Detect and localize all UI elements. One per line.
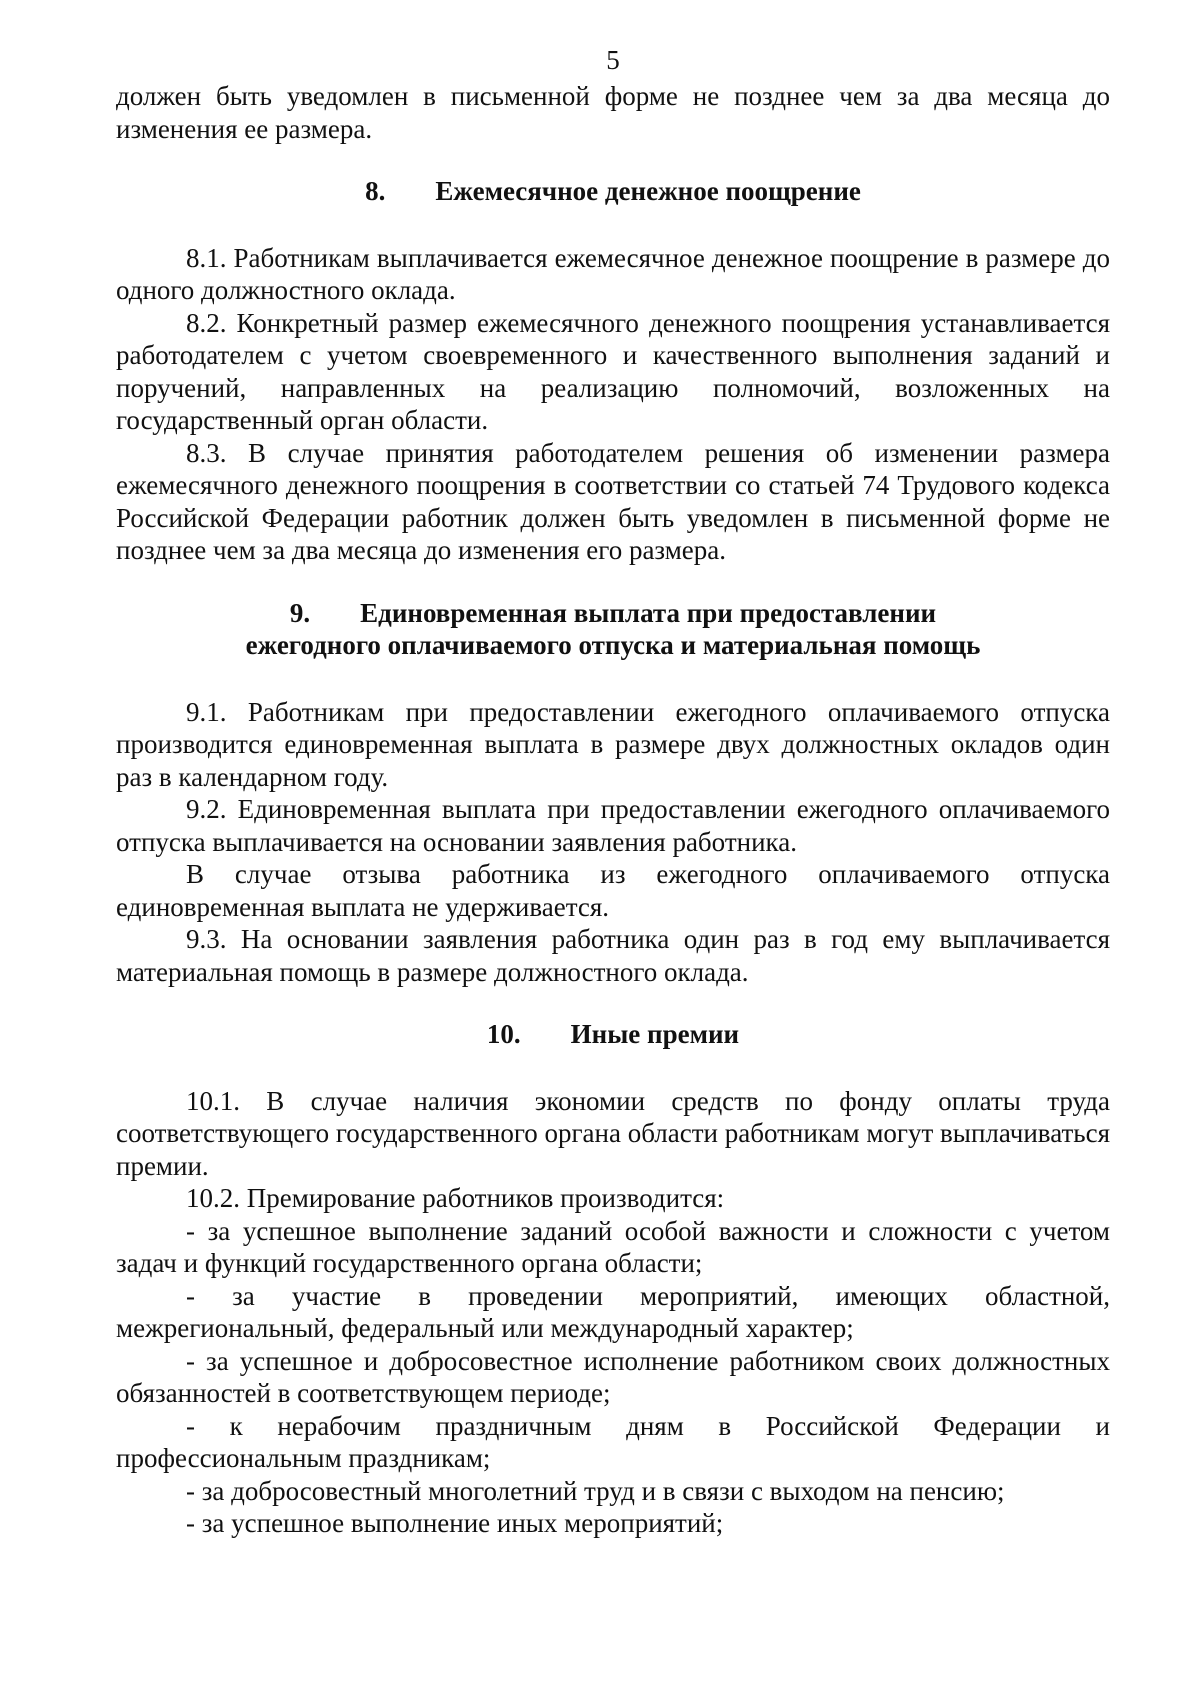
- list-item: - за успешное и добросовестное исполнение работником своих должностных обязанностей в соответствующем периоде;: [116, 1345, 1110, 1408]
- section-9-title-line2: ежегодного оплачиваемого отпуска и материальная помощь: [245, 630, 981, 660]
- paragraph-9-2-recall: В случае отзыва работника из ежегодного оплачиваемого отпуска единовременная выплата не удерживается.: [116, 859, 1110, 922]
- section-9-heading: [116, 597, 1110, 662]
- paragraph-8-1: 8.1. Работникам выплачивается ежемесячное денежное поощрение в размере до одного должностного оклада.: [116, 242, 1110, 305]
- section-10-title: Иные премии: [570, 1019, 740, 1049]
- list-item: - за успешное выполнение заданий особой важности и сложности с учетом задач и функций государственного органа области;: [116, 1215, 1110, 1278]
- list-item: - за участие в проведении мероприятий, имеющих областной, межрегиональный, федеральный или международный характер;: [116, 1280, 1110, 1343]
- section-9-number: 9.: [289, 597, 311, 628]
- list-item: - за успешное выполнение иных мероприятий;: [186, 1508, 724, 1538]
- section-8-title: Ежемесячное денежное поощрение: [435, 176, 861, 206]
- paragraph-9-1: 9.1. Работникам при предоставлении ежегодного оплачиваемого отпуска производится единовременная выплата в размере двух должностных окладов один раз в календарном году.: [116, 696, 1110, 792]
- paragraph-8-2: 8.2. Конкретный размер ежемесячного денежного поощрения устанавливается работодателем с учетом своевременного и качественного выполнения заданий и поручений, направленных на реализацию полномочий, возложенных на государственный орган области.: [116, 307, 1110, 435]
- paragraph-9-2: 9.2. Единовременная выплата при предоставлении ежегодного оплачиваемого отпуска выплачивается на основании заявления работника.: [116, 794, 1110, 857]
- paragraph-10-2: 10.2. Премирование работников производится:: [186, 1183, 725, 1213]
- section-9-heading-line1: [116, 597, 1110, 630]
- page-number: 5: [606, 45, 620, 75]
- section-10-number: 10.: [486, 1019, 521, 1049]
- list-item: - за добросовестный многолетний труд и в связи с выходом на пенсию;: [186, 1475, 1005, 1506]
- section-9-title-line1: Единовременная выплата при предоставлении: [360, 597, 937, 628]
- paragraph-9-3: 9.3. На основании заявления работника один раз в год ему выплачивается материальная помощь в размере должностного оклада.: [116, 924, 1110, 987]
- intro-paragraph: должен быть уведомлен в письменной форме не позднее чем за два месяца до изменения ее размера.: [116, 81, 1110, 144]
- section-8-heading: [116, 175, 1110, 208]
- section-10-heading: [116, 1018, 1110, 1051]
- paragraph-8-3: 8.3. В случае принятия работодателем решения об изменении размера ежемесячного денежного поощрения в соответствии со статьей 74 Трудового кодекса Российской Федерации работник должен быть уведомлен в письменной форме не позднее чем за два месяца до изменения его размера.: [116, 437, 1110, 565]
- section-8-number: 8.: [365, 176, 386, 206]
- list-item: - к нерабочим праздничным дням в Российской Федерации и профессиональным праздникам;: [116, 1410, 1110, 1473]
- paragraph-10-1: 10.1. В случае наличия экономии средств по фонду оплаты труда соответствующего государственного органа области работникам могут выплачиваться премии.: [116, 1085, 1110, 1181]
